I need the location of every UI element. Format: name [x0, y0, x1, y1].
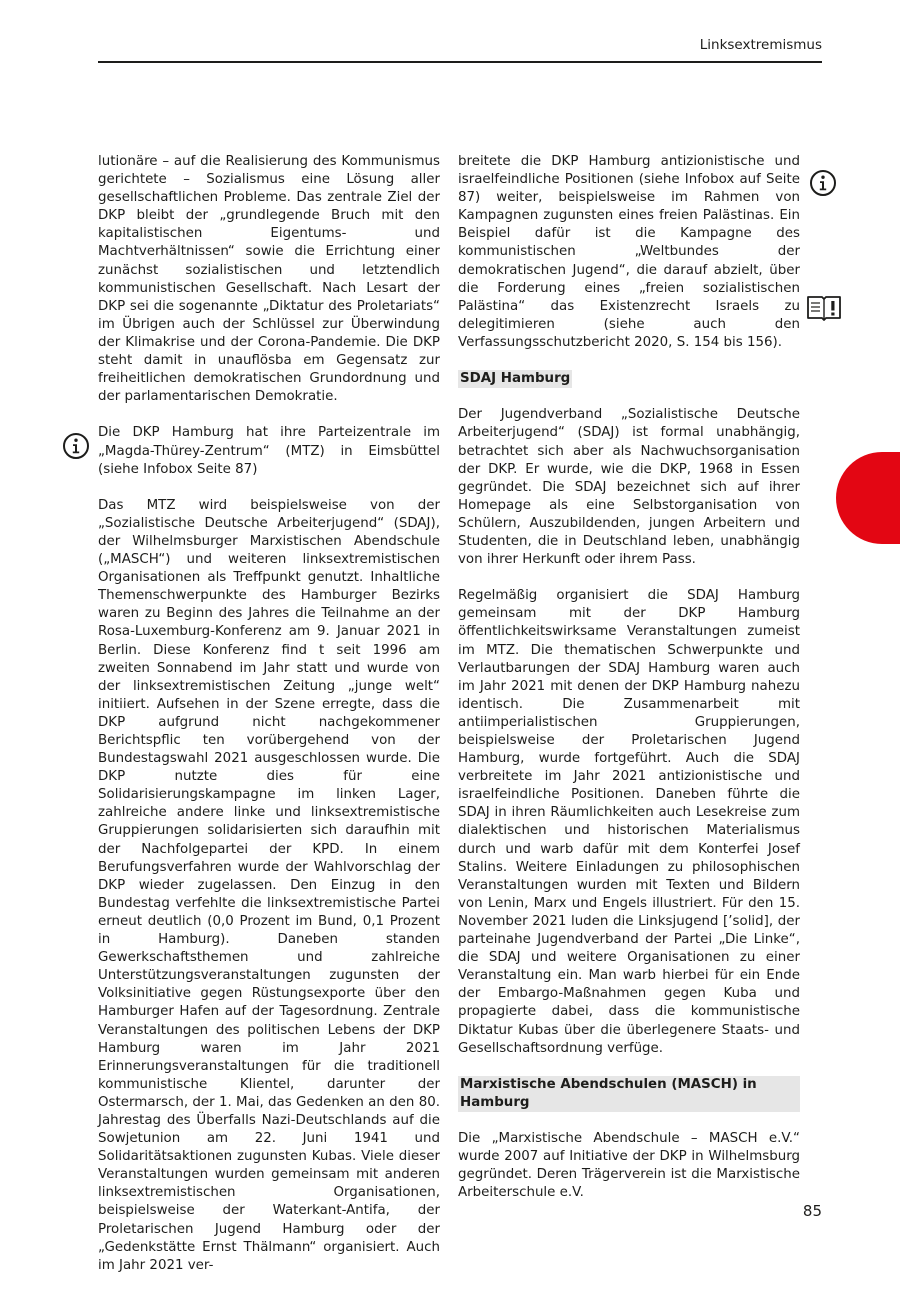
right-paragraph-1: breitete die DKP Hamburg antizionistische und israelfeindliche Positionen (siehe Infobox auf Seite 87) weiter, beispielsweise im Rahmen von Kampagnen zugunsten eines freien Palästinas. Ein Beispiel dafür ist die Kampagne des kommunistischen „Weltbundes der demokratischen Jugend“, die darauf abzielt, über die Forderung eines „freien sozialistischen Palästina“ das Existenzrecht Israels zu delegitimieren (siehe auch den Verfassungsschutzbericht 2020, S. 154 bis 156). [458, 154, 800, 350]
info-icon[interactable] [62, 432, 90, 460]
right-paragraph-3: Regelmäßig organisiert die SDAJ Hamburg gemeinsam mit der DKP Hamburg öffentlichkeitswirksame Veranstaltungen zumeist im MTZ. Die thematischen Schwerpunkte und Verlautbarungen der SDAJ Hamburg waren auch im Jahr 2021 mit denen der DKP Hamburg nahezu identisch. Die Zusammenarbeit mit antiimperialistischen Gruppierungen, beispielsweise der Proletarischen Jugend Hamburg, wurde fortgeführt. Auch die SDAJ verbreitete im Jahr 2021 antizionistische und israelfeindliche Positionen. Daneben führte die SDAJ in ihren Räumlichkeiten auch Lesekreise zum dialektischen und historischen Materialismus durch und warb dafür mit dem Konterfei Josef Stalins. Weitere Einladungen zu philosophischen Veranstaltungen wurden mit Texten und Bildern von Lenin, Marx und Engels illustriert. Für den 15. November 2021 luden die Linksjugend [’solid], der parteinahe Jugendverband der Partei „Die Linke“, die SDAJ und weitere Organisationen zu einer Veranstaltung ein. Man warb hierbei für ein Ende der Embargo-Maßnahmen gegen Kuba und propagierte dabei, dass die kommunistische Diktatur Kubas über die überlegenere Staats- und Gesellschaftsordnung verfüge. [458, 588, 800, 1056]
right-paragraph-4: Die „Marxistische Abendschule – MASCH e.V.“ wurde 2007 auf Initiative der DKP in Wilhelmsburg gegründet. Deren Trägerverein ist die Marxistische Arbeiterschule e.V. [458, 1131, 800, 1201]
right-paragraph-2: Der Jugendverband „Sozialistische Deutsche Arbeiterjugend“ (SDAJ) ist formal unabhängig, betrachtet sich aber als Nachwuchsorganisation der DKP. Er wurde, wie die DKP, 1968 in Essen gegründet. Die SDAJ bezeichnet sich auf ihrer Homepage als eine Selbstorganisation von Schülern, Auszubildenden, jungen Arbeitern und Studenten, die in Deutschland leben, unabhängig von ihrer Herkunft oder ihrem Pass. [458, 407, 800, 568]
left-column [98, 153, 440, 1293]
section-heading-masch: Marxistische Abendschulen (MASCH) in Hamburg [458, 1076, 800, 1112]
book-exclamation-icon[interactable] [806, 294, 842, 322]
header-rule [98, 61, 822, 63]
left-paragraph-3: Das MTZ wird beispielsweise von der „Sozialistische Deutsche Arbeiterjugend“ (SDAJ), der Wilhelmsburger Marxistischen Abendschule („MASCH“) und weiteren linksextremistischen Organisationen als Treffpunkt genutzt. Inhaltliche Themenschwerpunkte des Hamburger Bezirks waren zu Beginn des Jahres die Teilnahme an der Rosa-Luxemburg-Konferenz am 9. Januar 2021 in Berlin. Diese Konferenz find t seit 1996 am zweiten Sonnabend im Jahr statt und wurde von der linksextremistischen Zeitung „junge welt“ initiiert. Aufsehen in der Szene erregte, dass die DKP aufgrund nicht nachgekommener Berichtspflic ten vorübergehend von der Bundestagswahl 2021 ausgeschlossen wurde. Die DKP nutzte dies für eine Solidarisierungskampagne im linken Lager, zahlreiche andere linke und linksextremistische Gruppierungen solidarisierten sich daraufhin mit der Nachfolgepartei der KPD. In einem Berufungsverfahren wurde der Wahlvorschlag der DKP wieder zugelassen. Den Einzug in den Bundestag verfehlte die linksextremistische Partei erneut deutlich (0,0 Prozent im Bund, 0,1 Prozent in Hamburg). Daneben standen Gewerkschaftsthemen und zahlreiche Unterstützungsveranstaltungen zugunsten der Volksinitiative gegen Rüstungsexporte über den Hamburger Hafen auf der Tagesordnung. Zentrale Veranstaltungen des politischen Lebens der DKP Hamburg waren im Jahr 2021 Erinnerungsveranstaltungen für die traditionell kommunistische Klientel, darunter der Ostermarsch, der 1. Mai, das Gedenken an den 80. Jahrestag des Überfalls Nazi-Deutschlands auf die Sowjetunion am 22. Juni 1941 und Solidaritätsaktionen zugunsten Kubas. Viele dieser Veranstaltungen wurden gemeinsam mit anderen linksextremistischen Organisationen, beispielsweise der Waterkant-Antifa, der Proletarischen Jugend Hamburg oder der „Gedenkstätte Ernst Thälmann“ organisiert. Auch im Jahr 2021 ver- [98, 497, 440, 1273]
section-heading-sdaj: SDAJ Hamburg [458, 370, 572, 388]
right-column [458, 153, 800, 1221]
left-paragraph-2: Die DKP Hamburg hat ihre Parteizentrale im „Magda-Thürey-Zentrum“ (MTZ) in Eimsbüttel (siehe Infobox Seite 87) [98, 425, 440, 477]
chapter-tab-marker [836, 452, 900, 544]
page-number: 85 [802, 1202, 822, 1220]
info-icon[interactable] [809, 169, 837, 197]
running-head: Linksextremismus [699, 37, 822, 53]
left-paragraph-1: lutionäre – auf die Realisierung des Kommunismus gerichtete – Sozialismus eine Lösung aller gesellschaftlichen Probleme. Das zentrale Ziel der DKP bleibt der „grundlegende Bruch mit den kapitalistischen Eigentums- und Machtverhältnissen“ sowie die Errichtung einer zunächst sozialistischen und letztendlich kommunistischen Gesellschaft. Nach Lesart der DKP sei die sogenannte „Diktatur des Proletariats“ im Übrigen auch der Schlüssel zur Überwindung der Klimakrise und der Corona-Pandemie. Die DKP steht damit in unauflösba em Gegensatz zur freiheitlichen demokratischen Grundordnung und der parlamentarischen Demokratie. [98, 154, 440, 405]
